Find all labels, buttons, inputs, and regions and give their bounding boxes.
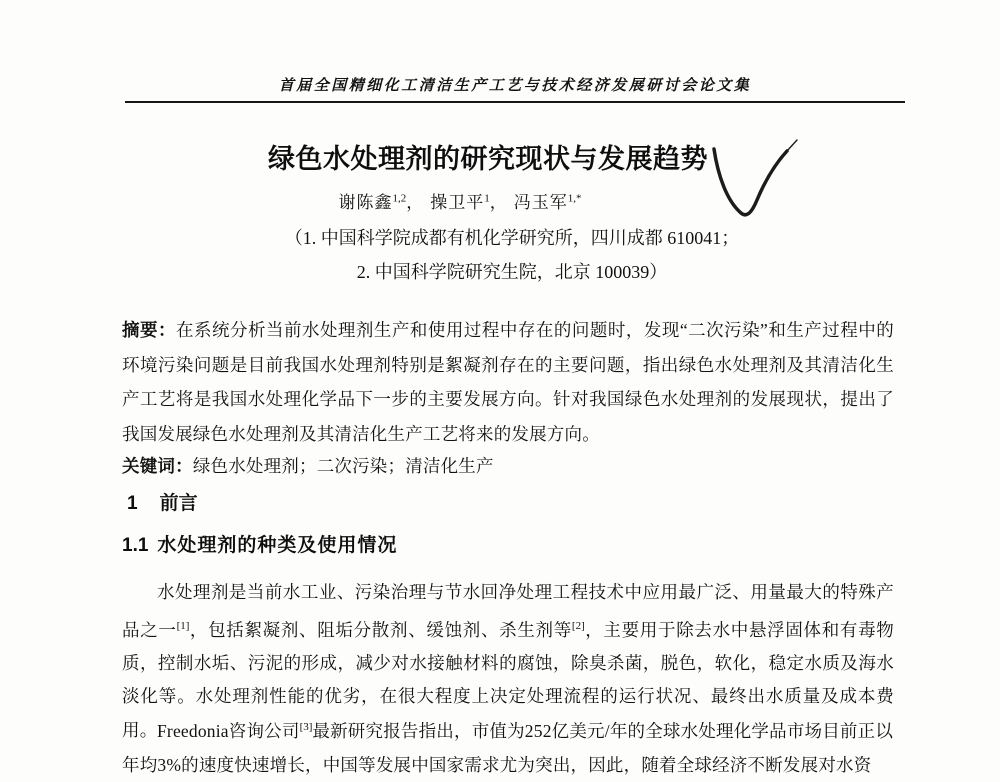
abstract-label: 摘要：	[122, 320, 176, 340]
keywords-text: 绿色水处理剂；二次污染；清洁化生产	[192, 456, 494, 476]
paragraph-text: 最新研究报告指出，市值为252亿美元/年的全球水处理化学品市场目前正以	[312, 720, 894, 741]
paragraph-text: Freedonia咨询公司	[157, 720, 300, 741]
citation-ref-3: [3]	[299, 721, 313, 733]
author-separator: ，	[406, 193, 425, 212]
paragraph-text: ，主要用于除去水中悬浮固体和有毒物质，控制水垢、污泥的形成，减少对水接触材料的腐蚀，除臭杀菌，脱色，软化，稳定水质及海水淡化等。水处理剂性能的优劣，在很大程度上决定处理流程的运行状况、最终出水质量及成本费用。	[122, 619, 894, 740]
section-1-number: 1	[127, 493, 138, 514]
keywords-label: 关键词：	[122, 456, 193, 476]
paragraph-text: ，包括絮凝剂、阻垢分散剂、缓蚀剂、杀生剂等	[189, 619, 572, 640]
section-1-1-title: 水处理剂的种类及使用情况	[157, 535, 398, 556]
keywords-line	[122, 449, 894, 483]
paragraph-text: 水处理剂是当前水工业、污染治理与节水回净处理工程技术中应用最广泛、用量最大的特殊产品之一	[122, 582, 894, 640]
header-rule	[125, 101, 905, 103]
section-1-heading	[127, 492, 198, 516]
author-affil-marker: 1	[484, 192, 490, 205]
author-affil-marker: 1,2	[392, 192, 407, 205]
body-paragraph-2	[122, 710, 894, 782]
paper-title: 绿色水处理剂的研究现状与发展趋势	[268, 144, 708, 174]
paragraph-text-clipped: 年均3%的速度快速增长，中国等发展中国家需求尤为突出，因此，随着全球经济不断发展对水资	[122, 754, 872, 775]
citation-ref-1: [1]	[176, 619, 190, 632]
author-name: 谢陈鑫	[338, 193, 393, 212]
affiliation-line-2: 2. 中国科学院研究生院，北京 100039）	[356, 262, 668, 282]
author-line	[60, 188, 860, 213]
abstract-text: 在系统分析当前水处理剂生产和使用过程中存在的问题时，发现“二次污染”和生产过程中的环境污染问题是目前我国水处理剂特别是絮凝剂存在的主要问题，指出绿色水处理剂及其清洁化生产工艺将是我国水处理化学品下一步的主要发展方向。针对我国绿色水处理剂的发展现状，提出了我国发展绿色水处理剂及其清洁化生产工艺将来的发展方向。	[122, 320, 894, 444]
author-affil-marker: 1,*	[567, 192, 582, 205]
section-1-1-number: 1.1	[122, 535, 149, 556]
abstract-paragraph	[122, 313, 894, 451]
author-name: 冯玉军	[513, 193, 568, 212]
running-header: 首届全国精细化工清洁生产工艺与技术经济发展研讨会论文集	[278, 76, 752, 94]
section-1-1-heading	[122, 534, 397, 558]
author-separator: ，	[489, 193, 508, 212]
author-name: 操卫平	[430, 193, 485, 212]
affiliation-line-1: （1. 中国科学院成都有机化学研究所，四川成都 610041；	[284, 228, 740, 248]
citation-ref-2: [2]	[571, 619, 585, 632]
section-1-title: 前言	[159, 493, 198, 514]
